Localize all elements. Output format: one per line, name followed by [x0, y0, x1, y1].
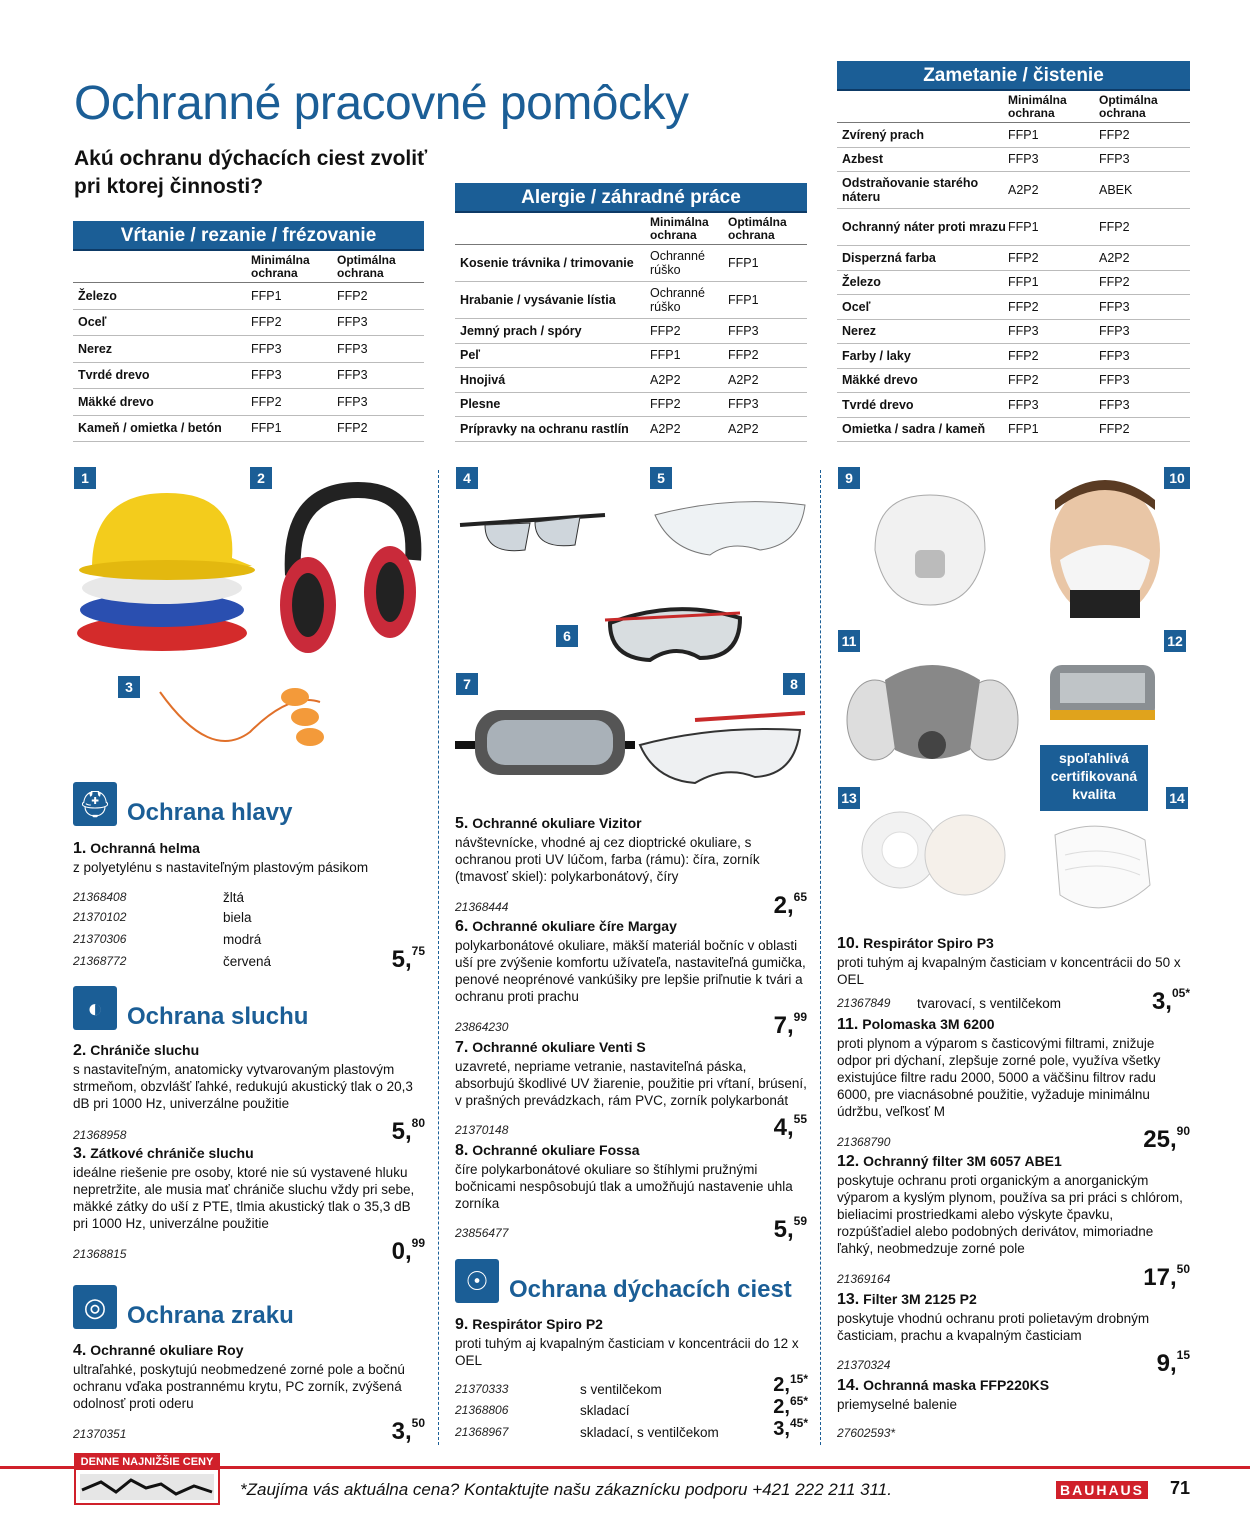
- glasses-fossa-image: [635, 705, 810, 790]
- row-activity: Kameň / omietka / betón: [78, 421, 222, 436]
- table-drilling: [73, 221, 424, 442]
- table-header: Minimálna ochrana Optimálna ochrana: [73, 251, 424, 283]
- row-minimal: FFP1: [1008, 127, 1039, 142]
- row-minimal: FFP1: [251, 288, 282, 303]
- table-row: [837, 418, 1190, 443]
- badge-10: 10: [1164, 467, 1190, 489]
- row-minimal: A2P2: [1008, 183, 1039, 197]
- variant-row: 21368967 skladací, s ventilčekom: [455, 1425, 719, 1440]
- row-optimal: FFP3: [728, 323, 759, 338]
- row-optimal: FFP3: [1099, 152, 1130, 167]
- table-row: [837, 393, 1190, 418]
- table-row: [455, 368, 807, 393]
- table-row: [73, 416, 424, 443]
- price: 25,90: [1143, 1124, 1190, 1153]
- table-row: [455, 344, 807, 369]
- row-activity: Zvírený prach: [842, 127, 924, 142]
- price: 2,65: [773, 890, 807, 919]
- page-title: Ochranné pracovné pomôcky: [74, 77, 689, 130]
- badge-3: 3: [118, 676, 140, 698]
- row-minimal: FFP3: [1008, 152, 1039, 167]
- product-4: 4. Ochranné okuliare Roy ultraľahké, poskytujú neobmedzené zorné pole a bočnú ochranu vďaka postrannému krytu, PC zorník, zvýšená odolnosť proti oderu: [73, 1342, 405, 1411]
- badge-2: 2: [250, 467, 272, 489]
- row-activity: Odstraňovanie starého náteru: [842, 176, 979, 204]
- product-12: 12. Ochranný filter 3M 6057 ABE1 poskytuje ochranu proti organickým a anorganickým výparom a kyslým plynom, používa sa pri práci s chlórom, bieliacimi prostriedkami alebo výskyte čpavku, rozpúšťadiel alebo podobných derivátov, mimoriadne ľahký, neobmedzuje zorné pole: [837, 1153, 1183, 1256]
- price: 3,$^{45*}$: [773, 1416, 808, 1440]
- row-activity: Disperzná farba: [842, 250, 936, 265]
- row-optimal: FFP2: [1099, 275, 1130, 290]
- price: 5,59: [773, 1214, 807, 1243]
- column-divider: [438, 470, 439, 1445]
- face-mask-photo: [1040, 470, 1170, 618]
- product-10: 10. Respirátor Spiro P3 proti tuhým aj kvapalným časticiam v koncentrácii do 50 x OEL: [837, 935, 1181, 987]
- row-activity: Železo: [78, 288, 117, 303]
- row-optimal: FFP2: [728, 348, 759, 363]
- product-9: 9. Respirátor Spiro P2 proti tuhým aj kvapalným časticiam v koncentrácii do 12 x OEL: [455, 1316, 799, 1368]
- table-row: [837, 148, 1190, 173]
- section-eye-protection: ◎ Ochrana zraku: [73, 1284, 294, 1330]
- row-minimal: FFP2: [1008, 250, 1039, 265]
- row-minimal: FFP1: [650, 348, 681, 363]
- filter-2125-image: [860, 805, 1010, 900]
- row-minimal: FFP2: [650, 397, 681, 412]
- product-code: 21370351: [73, 1427, 127, 1441]
- badge-8: 8: [783, 673, 805, 695]
- row-optimal: FFP3: [1099, 397, 1130, 412]
- ear-protection-icon: ◐: [73, 986, 117, 1030]
- row-optimal: A2P2: [728, 372, 759, 387]
- glasses-roy-image: [455, 495, 615, 565]
- row-minimal: FFP2: [251, 315, 282, 330]
- row-activity: Oceľ: [78, 315, 107, 330]
- row-optimal: ABEK: [1099, 183, 1133, 197]
- price-chart-icon: [76, 1470, 218, 1503]
- row-activity: Farby / laky: [842, 348, 911, 363]
- table-row: [455, 245, 807, 282]
- row-optimal: FFP3: [337, 368, 368, 383]
- table-title: Zametanie / čistenie: [837, 61, 1190, 91]
- row-optimal: FFP2: [337, 421, 368, 436]
- price: 2,$^{15*}$: [773, 1372, 808, 1396]
- table-row: [73, 336, 424, 363]
- lowest-price-badge: DENNE NAJNIŽŠIE CENY: [74, 1453, 220, 1505]
- product-code: 21370324: [837, 1358, 891, 1372]
- product-1: 1. Ochranná helma z polyetylénu s nastaviteľným plastovým pásikom: [73, 840, 369, 875]
- table-row: [837, 123, 1190, 148]
- price: 2,$^{65*}$: [773, 1394, 808, 1418]
- product-14: 14. Ochranná maska FFP220KS priemyselné balenie: [837, 1377, 1050, 1412]
- mask-ffp2-image: [1035, 815, 1165, 925]
- glasses-margay-image: [600, 598, 750, 673]
- page-subtitle: Akú ochranu dýchacích ciest zvoliť pri ktorej činnosti?: [74, 147, 428, 198]
- table-sweeping: [837, 61, 1190, 442]
- variant-row: 21370306 modrá: [73, 932, 262, 947]
- row-optimal: FFP3: [337, 341, 368, 356]
- variant-row: 21370102 biela: [73, 910, 252, 925]
- row-minimal: FFP1: [1008, 422, 1039, 437]
- row-optimal: FFP3: [728, 397, 759, 412]
- row-minimal: FFP3: [1008, 397, 1039, 412]
- product-13: 13. Filter 3M 2125 P2 poskytuje vhodnú ochranu proti polietavým drobným časticiam, prachu a kvapalným časticiam: [837, 1291, 1150, 1343]
- badge-9: 9: [838, 467, 860, 489]
- badge-5: 5: [650, 467, 672, 489]
- product-11: 11. Polomaska 3M 6200 proti plynom a výparom s časticovými filtrami, znižuje odpor pri dýchaní, zlepšuje zorné pole, využíva všetky existujúce filtre radu 2000, 5000 a väčšinu filtrov radu 6000, pre viacnásobné použitie, vyžaduje minimálnu údržbu, veľkosť M: [837, 1016, 1161, 1119]
- product-code: 21370148: [455, 1123, 509, 1137]
- product-code: 21368815: [73, 1247, 127, 1261]
- earmuff-image: [268, 480, 428, 660]
- badge-11: 11: [838, 630, 860, 652]
- row-optimal: FFP3: [1099, 373, 1130, 388]
- row-minimal: Ochranné rúško: [650, 286, 705, 314]
- footer-note: *Zaujíma vás aktuálna cena? Kontaktujte našu zákaznícku podporu +421 222 211 311.: [240, 1480, 892, 1499]
- row-minimal: FFP2: [1008, 373, 1039, 388]
- badge-13: 13: [838, 787, 860, 809]
- product-5: 5. Ochranné okuliare Vizitor návštevnícke, vhodné aj cez dioptrické okuliare, s ochranou proti UV lúčom, farba (rámu): číra, zorník (tmavosť skiel): polykarbonátový, číry: [455, 815, 760, 884]
- variant-row: 21368408 žltá: [73, 890, 245, 905]
- table-allergy: [455, 183, 807, 442]
- table-row: [455, 319, 807, 344]
- table-row: [455, 417, 807, 442]
- row-minimal: Ochranné rúško: [650, 249, 705, 277]
- table-header: Minimálna ochrana Optimálna ochrana: [837, 91, 1190, 123]
- badge-4: 4: [456, 467, 478, 489]
- certified-quality-badge: spoľahlivá certifikovaná kvalita: [1040, 745, 1148, 811]
- row-activity: Omietka / sadra / kameň: [842, 422, 986, 437]
- price: 9,15: [1156, 1348, 1190, 1377]
- row-activity: Prípravky na ochranu rastlín: [460, 421, 629, 436]
- row-activity: Peľ: [460, 348, 481, 363]
- table-row: [837, 369, 1190, 394]
- row-minimal: FFP2: [251, 394, 282, 409]
- row-activity: Železo: [842, 275, 881, 290]
- row-minimal: FFP1: [1008, 220, 1039, 234]
- table-row: [455, 282, 807, 319]
- row-optimal: FFP3: [1099, 348, 1130, 363]
- table-row: [837, 320, 1190, 345]
- table-row: [837, 344, 1190, 369]
- variant-row: 21368772 červená: [73, 954, 272, 969]
- badge-6: 6: [556, 625, 578, 647]
- table-row: [837, 246, 1190, 271]
- row-activity: Hrabanie / vysávanie lístia: [460, 293, 616, 307]
- row-activity: Kosenie trávnika / trimovanie: [460, 256, 634, 270]
- price: 4,55: [773, 1112, 807, 1141]
- badge-7: 7: [456, 673, 478, 695]
- product-2: 2. Chrániče sluchu s nastaviteľným, anatomicky vytvarovaným plastovým strmeňom, obzvlášť ľahké, redukujú akustický tlak o 20,3 dB pri 1000 Hz, univerzálne použitie: [73, 1042, 413, 1111]
- row-optimal: A2P2: [1099, 250, 1130, 265]
- row-minimal: A2P2: [650, 372, 681, 387]
- row-optimal: FFP3: [337, 394, 368, 409]
- row-activity: Mäkké drevo: [842, 373, 918, 388]
- badge-1: 1: [74, 467, 96, 489]
- row-activity: Jemný prach / spóry: [460, 323, 582, 338]
- section-respiratory-protection: ☉ Ochrana dýchacích ciest: [455, 1258, 792, 1304]
- row-optimal: FFP2: [1099, 422, 1130, 437]
- row-activity: Oceľ: [842, 299, 871, 314]
- half-mask-image: [845, 650, 1020, 770]
- product-code: 21369164: [837, 1272, 891, 1286]
- row-optimal: FFP1: [728, 256, 759, 270]
- column-divider: [820, 470, 821, 1445]
- variant-row: 21367849 tvarovací, s ventilčekom: [837, 996, 1062, 1011]
- bauhaus-logo: BAUHAUS: [1056, 1481, 1148, 1499]
- badge-12: 12: [1164, 630, 1186, 652]
- row-minimal: FFP1: [1008, 275, 1039, 290]
- row-optimal: FFP1: [728, 293, 759, 307]
- price: 17,50: [1143, 1262, 1190, 1291]
- product-6: 6. Ochranné okuliare číre Margay polykarbonátové okuliare, mäkší materiál bočníc v oblasti uší pre zvýšenie komfortu užívateľa, nastaviteľná gumička, penové neoprénové vankúšiky pre lepšie priľnutie k tvári a ochranu proti prachu: [455, 918, 806, 1004]
- table-row: [73, 363, 424, 390]
- product-3: 3. Zátkové chrániče sluchu ideálne riešenie pre osoby, ktoré nie sú vystavené hluku nepretržite, ale musia mať chrániče sluchu vždy pri sebe, mäkké zátky do uší z PTE, tlmia akustický tlak o 35,3 dB pri 1000 Hz, univerzálne použitie: [73, 1145, 415, 1231]
- table-row: [73, 310, 424, 337]
- row-activity: Nerez: [78, 341, 113, 356]
- table-row: [73, 389, 424, 416]
- row-activity: Nerez: [842, 324, 877, 339]
- row-minimal: FFP3: [1008, 324, 1039, 339]
- table-row: [837, 271, 1190, 296]
- table-title: Alergie / záhradné práce: [455, 183, 807, 213]
- variant-row: 21368806 skladací: [455, 1403, 630, 1418]
- row-optimal: A2P2: [728, 421, 759, 436]
- price: 7,99: [773, 1010, 807, 1039]
- product-code: 23864230: [455, 1020, 509, 1034]
- product-code: 21368958: [73, 1128, 127, 1142]
- row-activity: Ochranný náter proti mrazu: [842, 220, 1006, 234]
- helmet-stack-image: [72, 488, 262, 658]
- row-activity: Azbest: [842, 152, 883, 167]
- row-minimal: FFP2: [1008, 299, 1039, 314]
- respirator-spiro-image: [865, 490, 995, 610]
- table-row: [455, 393, 807, 418]
- table-row: [837, 295, 1190, 320]
- table-header: Minimálna ochrana Optimálna ochrana: [455, 213, 807, 245]
- row-optimal: FFP3: [1099, 299, 1130, 314]
- row-minimal: FFP2: [1008, 348, 1039, 363]
- price: 3,50: [391, 1416, 425, 1445]
- product-code: 21368444: [455, 900, 509, 914]
- row-optimal: FFP3: [337, 315, 368, 330]
- earplugs-image: [150, 672, 330, 772]
- price: 3,$^{05*}$: [1151, 986, 1190, 1015]
- product-7: 7. Ochranné okuliare Venti S uzavreté, nepriame vetranie, nastaviteľná páska, absorbujú škodlivé UV žiarenie, použitie pri vŕtaní, brúsení, v prašných prevádzkach, rám PVC, zorník polykarbonát: [455, 1039, 807, 1108]
- price: 0,99: [391, 1236, 425, 1265]
- product-code: 27602593*: [837, 1426, 896, 1440]
- row-minimal: FFP3: [251, 368, 282, 383]
- price: 5,75: [391, 944, 425, 973]
- glasses-vizitor-image: [650, 490, 810, 570]
- goggles-icon: ◎: [73, 1285, 117, 1329]
- row-activity: Tvrdé drevo: [842, 397, 914, 412]
- row-activity: Hnojivá: [460, 372, 506, 387]
- table-row: [837, 209, 1190, 246]
- row-minimal: FFP2: [650, 323, 681, 338]
- row-minimal: FFP3: [251, 341, 282, 356]
- badge-14: 14: [1166, 787, 1188, 809]
- section-hearing-protection: ◐ Ochrana sluchu: [73, 985, 308, 1031]
- row-optimal: FFP2: [1099, 127, 1130, 142]
- page-number: 71: [1170, 1478, 1191, 1498]
- filter-6057-image: [1045, 655, 1160, 730]
- goggles-venti-image: [455, 700, 635, 790]
- row-optimal: FFP3: [1099, 324, 1130, 339]
- helmet-icon: ⛑: [73, 782, 117, 826]
- respirator-icon: ☉: [455, 1259, 499, 1303]
- table-row: [837, 172, 1190, 209]
- variant-row: 21370333 s ventilčekom: [455, 1382, 662, 1397]
- row-minimal: FFP1: [251, 421, 282, 436]
- section-head-protection: ⛑ Ochrana hlavy: [73, 781, 292, 827]
- table-row: [73, 283, 424, 310]
- product-code: 23856477: [455, 1226, 509, 1240]
- table-title: Vŕtanie / rezanie / frézovanie: [73, 221, 424, 251]
- row-optimal: FFP2: [337, 288, 368, 303]
- product-8: 8. Ochranné okuliare Fossa číre polykarbonátové okuliare so štíhlymi pružnými bočnicami nespôsobujú tlak a umožňujú nastavenie uhla zorníka: [455, 1142, 793, 1211]
- product-code: 21368790: [837, 1135, 891, 1149]
- price: 5,80: [391, 1116, 425, 1145]
- row-optimal: FFP2: [1099, 220, 1130, 234]
- row-activity: Tvrdé drevo: [78, 368, 150, 383]
- row-minimal: A2P2: [650, 421, 681, 436]
- row-activity: Plesne: [460, 397, 501, 412]
- row-activity: Mäkké drevo: [78, 394, 154, 409]
